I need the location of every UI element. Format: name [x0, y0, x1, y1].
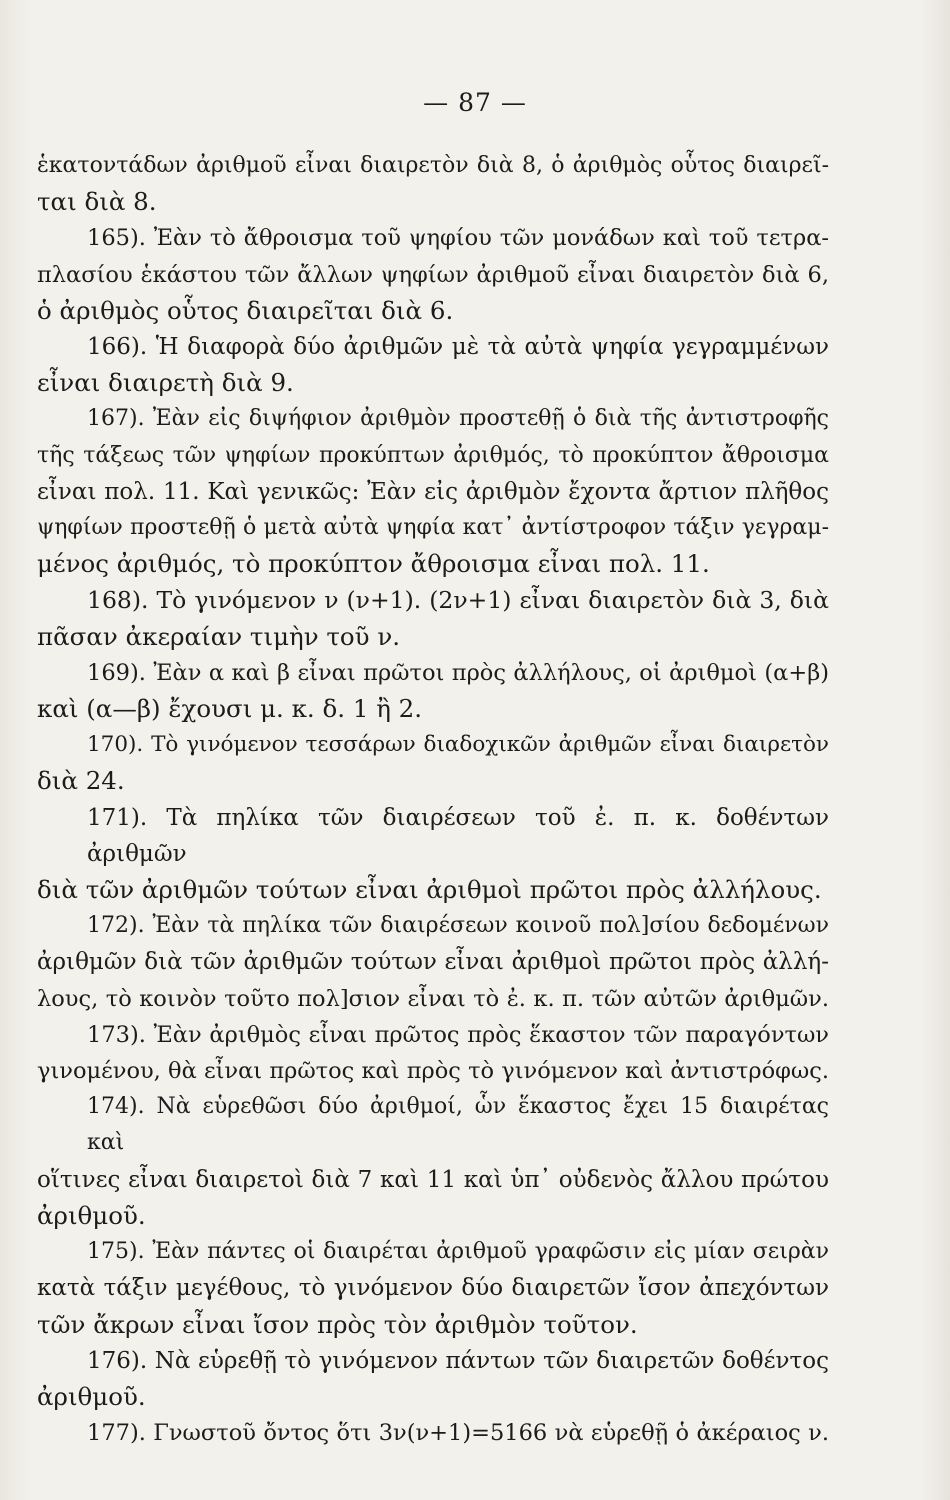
text-line: μένος ἀριθμός, τὸ προκύπτον ἄθροισμα εἶναι πολ. 11. [37, 549, 710, 579]
page-number: — 87 — [423, 88, 527, 117]
text-line: τῆς τάξεως τῶν ψηφίων προκύπτων ἀριθμός, τὸ προκύπτον ἄθροισμα [37, 442, 829, 468]
text-line: καὶ (α—β) ἔχουσι μ. κ. δ. 1 ἢ 2. [37, 694, 423, 724]
text-line: 175). Ἐὰν πάντες οἱ διαιρέται ἀριθμοῦ γραφῶσιν εἰς μίαν σειρὰν [87, 1239, 829, 1265]
text-line: 174). Νὰ εὑρεθῶσι δύο ἀριθμοί, ὧν ἕκαστος ἔχει 15 διαιρέτας καὶ [87, 1094, 829, 1156]
text-line: ται διὰ 8. [37, 187, 157, 217]
text-line: 172). Ἐὰν τὰ πηλίκα τῶν διαιρέσεων κοινοῦ πολ]σίου δεδομένων [87, 913, 829, 939]
text-line: 166). Ἡ διαφορὰ δύο ἀριθμῶν μὲ τὰ αὐτὰ ψηφία γεγραμμένων [87, 334, 829, 361]
text-line: διὰ τῶν ἀριθμῶν τούτων εἶναι ἀριθμοὶ πρῶτοι πρὸς ἀλλήλους. [37, 875, 822, 905]
text-line: ὁ ἀριθμὸς οὗτος διαιρεῖται διὰ 6. [37, 295, 454, 325]
text-line: 167). Ἐὰν εἰς διψήφιον ἀριθμὸν προστεθῇ ὁ διὰ τῆς ἀντιστροφῆς [87, 406, 829, 432]
text-line: 168). Τὸ γινόμενον ν (ν+1). (2ν+1) εἶναι διαιρετὸν διὰ 3, διὰ [87, 586, 829, 615]
text-line: 169). Ἐὰν α καὶ β εἶναι πρῶτοι πρὸς ἀλλήλους, οἱ ἀριθμοὶ (α+β) [87, 659, 829, 686]
text-line: 170). Τὸ γινόμενον τεσσάρων διαδοχικῶν ἀριθμῶν εἶναι διαιρετὸν [87, 732, 829, 758]
text-line: κατὰ τάξιν μεγέθους, τὸ γινόμενον δύο διαιρετῶν ἴσον ἀπεχόντων [37, 1275, 829, 1302]
body-text [37, 148, 829, 1451]
text-line: οἵτινες εἶναι διαιρετοὶ διὰ 7 καὶ 11 καὶ ὑπ᾿ οὐδενὸς ἄλλου πρώτου [37, 1166, 829, 1193]
text-line: εἶναι διαιρετὴ διὰ 9. [37, 368, 294, 398]
text-line: λους, τὸ κοινὸν τοῦτο πολ]σιον εἶναι τὸ ἐ. κ. π. τῶν αὐτῶν ἀριθμῶν. [37, 985, 829, 1012]
text-line: εἶναι πολ. 11. Καὶ γενικῶς: Ἐὰν εἰς ἀριθμὸν ἔχοντα ἄρτιον πλῆθος [37, 478, 829, 505]
text-line: τῶν ἄκρων εἶναι ἴσον πρὸς τὸν ἀριθμὸν τοῦτον. [37, 1309, 638, 1339]
text-line: ψηφίων προστεθῇ ὁ μετὰ αὐτὰ ψηφία κατ᾿ ἀντίστροφον τάξιν γεγραμ- [37, 515, 829, 541]
text-line: 177). Γνωστοῦ ὄντος ὅτι 3ν(ν+1)=5166 νὰ εὑρεθῇ ὁ ἀκέραιος ν. [87, 1420, 829, 1447]
text-line: ἀριθμοῦ. [37, 1200, 146, 1230]
text-line: πᾶσαν ἀκεραίαν τιμὴν τοῦ ν. [37, 621, 401, 651]
text-line: 173). Ἐὰν ἀριθμὸς εἶναι πρῶτος πρὸς ἕκαστον τῶν παραγόντων [87, 1021, 829, 1048]
text-line: πλασίου ἑκάστου τῶν ἄλλων ψηφίων ἀριθμοῦ εἶναι διαιρετὸν διὰ 6, [37, 261, 829, 288]
text-line: 176). Νὰ εὑρεθῇ τὸ γινόμενον πάντων τῶν διαιρετῶν δοθέντος [87, 1347, 829, 1374]
text-line: ἀριθμοῦ. [37, 1381, 146, 1411]
text-line: ἀριθμῶν διὰ τῶν ἀριθμῶν τούτων εἶναι ἀριθμοὶ πρῶτοι πρὸς ἀλλή- [37, 949, 829, 976]
text-line: ἑκατοντάδων ἀριθμοῦ εἶναι διαιρετὸν διὰ 8, ὁ ἀριθμὸς οὗτος διαιρεῖ- [37, 153, 829, 178]
text-line: γινομένου, θὰ εἶναι πρῶτος καὶ πρὸς τὸ γινόμενον καὶ ἀντιστρόφως. [37, 1058, 829, 1085]
text-line: διὰ 24. [37, 766, 125, 796]
text-line: 171). Τὰ πηλίκα τῶν διαιρέσεων τοῦ ἐ. π. κ. δοθέντων ἀριθμῶν [87, 804, 829, 867]
text-line: 165). Ἐὰν τὸ ἄθροισμα τοῦ ψηφίου τῶν μονάδων καὶ τοῦ τετρα- [87, 225, 829, 252]
